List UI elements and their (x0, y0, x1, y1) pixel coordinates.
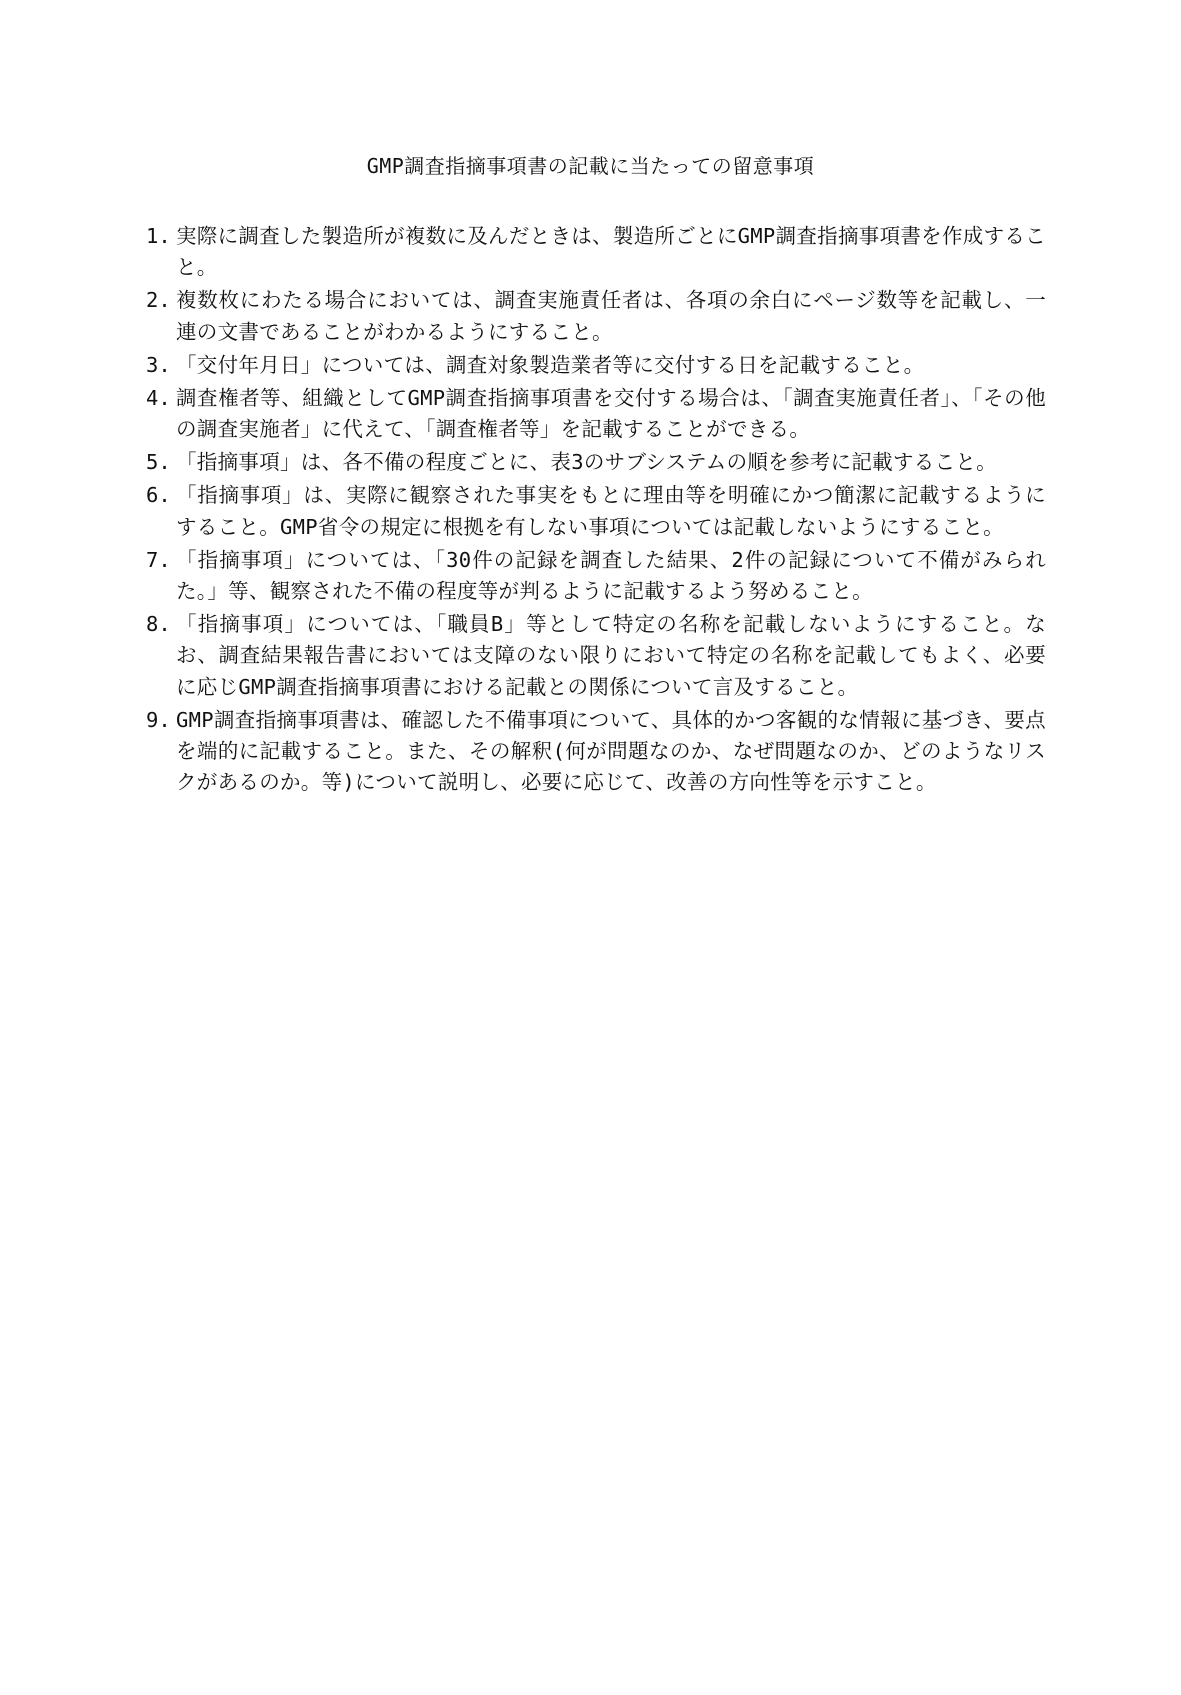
note-text: 「指摘事項」については、「職員B」等として特定の名称を記載しないようにすること。なお、調査結果報告書においては支障のない限りにおいて特定の名称を記載してもよく、必要に応じGMP調査指摘事項書における記載との関係について言及すること。 (176, 612, 1046, 699)
note-text: 複数枚にわたる場合においては、調査実施責任者は、各項の余白にページ数等を記載し、一連の文書であることがわかるようにすること。 (176, 288, 1046, 344)
note-item-8 (146, 609, 1046, 703)
note-number: 1. (146, 224, 171, 248)
note-number: 3. (146, 352, 171, 377)
note-item-4 (146, 383, 1046, 446)
note-number: 7. (146, 547, 171, 572)
note-text: 「交付年月日」については、調査対象製造業者等に交付する日を記載すること。 (176, 352, 925, 377)
note-text: 「指摘事項」は、各不備の程度ごとに、表3のサブシステムの順を参考に記載すること。 (176, 450, 997, 475)
note-number: 4. (146, 385, 171, 410)
notes-list (146, 221, 1046, 801)
note-text: 実際に調査した製造所が複数に及んだときは、製造所ごとにGMP調査指摘事項書を作成すること。 (176, 224, 1046, 280)
note-item-5 (146, 447, 1046, 478)
note-number: 2. (146, 288, 171, 313)
note-item-1 (146, 221, 1046, 284)
note-item-9 (146, 705, 1046, 799)
note-number: 9. (146, 707, 171, 732)
note-text: 「指摘事項」は、実際に観察された事実をもとに理由等を明確にかつ簡潔に記載するようにすること。GMP省令の規定に根拠を有しない事項については記載しないようにすること。 (176, 483, 1046, 539)
note-text: 「指摘事項」については、「30件の記録を調査した結果、2件の記録について不備がみられた。」等、観察された不備の程度等が判るように記載するよう努めること。 (176, 547, 1046, 604)
note-item-2 (146, 285, 1046, 348)
note-number: 8. (146, 612, 171, 637)
note-item-3 (146, 350, 1046, 381)
note-text: 調査権者等、組織としてGMP調査指摘事項書を交付する場合は、「調査実施責任者」、「その他の調査実施者」に代えて、「調査権者等」を記載することができる。 (176, 385, 1046, 442)
note-number: 6. (146, 483, 171, 508)
note-number: 5. (146, 450, 171, 475)
note-item-7 (146, 545, 1046, 608)
document-title: GMP調査指摘事項書の記載に当たっての留意事項 (366, 154, 815, 178)
note-text: GMP調査指摘事項書は、確認した不備事項について、具体的かつ客観的な情報に基づき、要点を端的に記載すること。また、その解釈(何が問題なのか、なぜ問題なのか、どのようなリスクがあるのか。等)について説明し、必要に応じて、改善の方向性等を示すこと。 (176, 707, 1046, 795)
note-item-6 (146, 480, 1046, 543)
